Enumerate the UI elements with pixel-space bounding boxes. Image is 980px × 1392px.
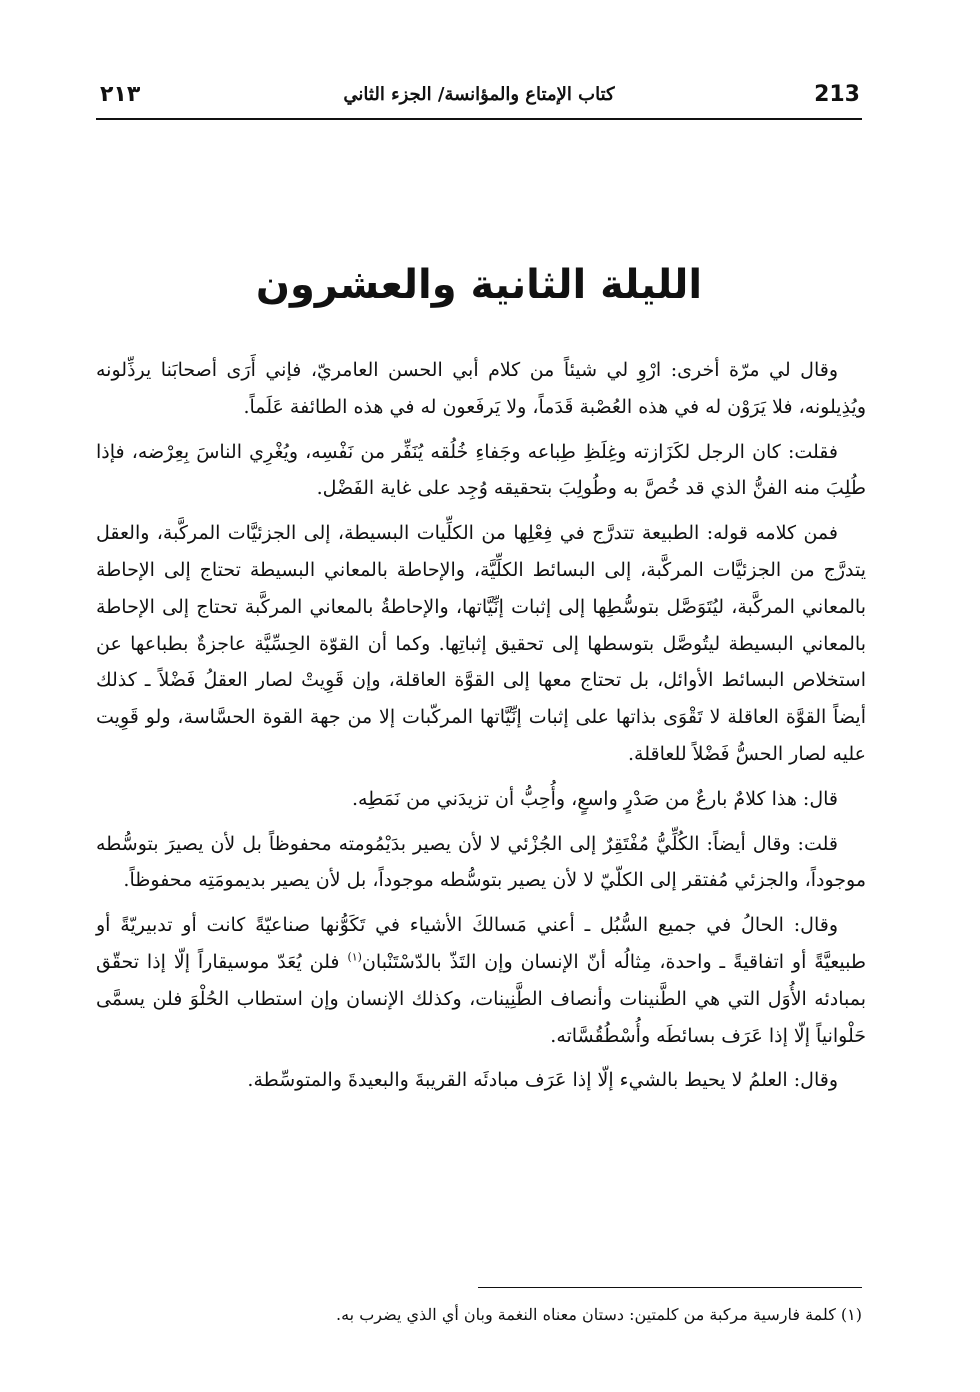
paragraph-3: فمن كلامه قوله: الطبيعة تتدرَّج في فِعْلِها من الكلِّيات البسيطة، إلى الجزئيَّات المركَّبة، والعقل يتدرَّج من الجزئيَّات المركَّبة، إلى البسائط الكلِّيَّة، والإحاطة بالمعاني البسيطة تحتاج إلى الإحاطة بالمعاني المركَّبة، ليُتَوَصَّل بتوسُّطِها إلى إثبات إنِّيَّاتها، والإحاطةُ بالمعاني المركَّبة تحتاج إلى الإحاطة بالمعاني البسيطة ليتُوصَّل بتوسطها إلى تحقيق إثباتِها. وكما أن القوّة الحِسِّيَّة عاجزةٌ بطباعها عن استخلاص البسائط الأوائل، بل تحتاج معها إلى القوَّة العاقلة، وإن قَوِيتْ لصار العقلُ فَضْلاً ـ كذلك أيضاً القوَّة العاقلة لا تَقْوَى بذاتها على إثبات إنِّيَّاتها المركّبات إلا من جهة القوة الحسَّاسة، ولو قَوِيت عليه لصار الحسُّ فَضْلاً للعاقلة. [96,522,866,765]
page-number-arabic: ٢١٣ [100,82,141,107]
footnote-text: كلمة فارسية مركبة من كلمتين: دستان معناه النغمة وبان أي الذي يضرب به. [336,1305,836,1324]
paragraph-6-start: وقال: الحالُ في جميع السُّبُل ـ أعني مَسالكَ الأشياء في تَكَوُّنها صناعيّةً كانت أو تدبيريّةً أو طبيعيَّةً أو اتفاقيةً ـ واحدة، مِثالُه أنّ الإنسان وإن التَذّ بالدّسْتَنْبان [96,914,866,973]
chapter-title: الليلة الثانية والعشرون [255,262,703,308]
paragraph-1: وقال لي مرّة أخرى: ارْوِ لي شيئاً من كلام أبي الحسن العامريّ، فإني أَرَى أصحابَنا يرذِّلونه ويُذِيلونه، فلا يَرَوْن له في هذه العُصْبة قَدَماً، ولا يَرفَعون له في هذه الطائفة عَلَماً. [96,359,866,418]
paragraph-6 [96,907,866,1054]
page-number-latin: 213 [814,82,860,107]
body-text [96,352,866,1107]
paragraph-6-end: فلن يُعَدّ موسيقاراً إلّا إذا تحقّق بمبادئه الأُوَل التي هي الطَّنينات وأنصاف الطَّنِينات، وكذلك الإنسان وإن استطاب الحُلْوَ فلن يسمَّى حَلْوانياً إلّا إذا عَرَف بسائطَه وأُسْطُقُسَّاته. [96,950,866,1047]
paragraph-5: قلت: وقال أيضاً: الكُلِّيُّ مُفْتَقِرٌ إلى الجُزْئي لا لأن يصير بدَيْمُومته محفوظاً بل لأن يصيرَ بتوسُّطه موجوداً، والجزئي مُفتقر إلى الكلّيّ لا لأن يصير بتوسُّطه موجوداً، بل لأن يصير بديمومَتِه محفوظاً. [96,832,866,892]
paragraph-4: قال: هذا كلامٌ بارعٌ من صَدْرٍ واسعٍ، وأُحِبُّ أن تزيدَني من نَمَطِه. [351,787,838,810]
page-header [96,78,862,120]
footnote-reference: (١) [347,950,362,964]
paragraph-7: وقال: العلمُ لا يحيط بالشيء إلّا إذا عَرَف مبادئَه القريبةَ والبعيدةَ والمتوسِّطة. [247,1069,838,1092]
footnote [96,1302,862,1328]
running-title: كتاب الإمتاع والمؤانسة/ الجزء الثاني [343,84,615,105]
footnote-divider [478,1287,862,1288]
paragraph-2: فقلت: كان الرجل لكَزَازته وغِلَظِ طِباعه وجَفاءِ خُلُقه يُنَفِّر من نَفْسِه، ويُغْرِي الناسَ بِعِرْضه، فإذا طُلِبَ منه الفنُّ الذي قد خُصَّ به وطُولِبَ بتحقيقه وُجِد على غاية الفَضْل. [96,440,866,500]
footnote-marker: (١) [840,1305,862,1324]
